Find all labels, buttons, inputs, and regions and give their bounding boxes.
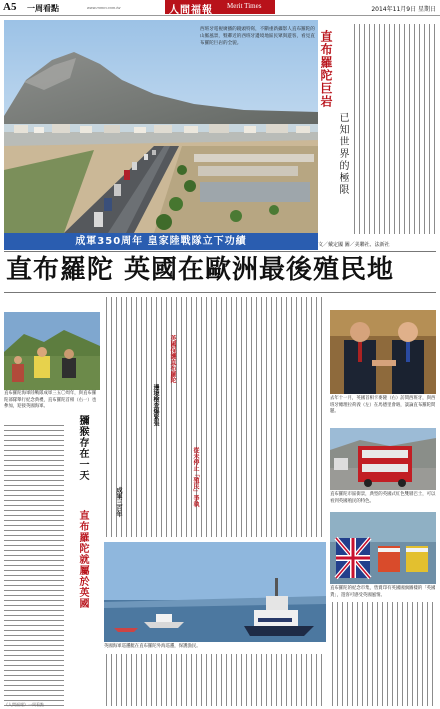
center-subhead-c: 從未停止「殖民」爭執	[192, 447, 199, 507]
right-photo-caption-top: 去年十一月，英國首相卡麥隆（右）訪問西班牙，與西班牙總理拉荷義（左）在馬德里會晤，談論直布羅陀問題。	[330, 396, 436, 415]
article-text-column-top-right	[352, 24, 436, 234]
hero-photo-gibraltar-rock	[4, 20, 318, 233]
article-text-column-left	[4, 422, 64, 709]
photo-souvenir-market	[330, 512, 436, 584]
page-footer: 《人間福報》一周看點	[4, 702, 44, 707]
section-title: 一周看點	[27, 4, 59, 13]
left-photo-caption: 直布羅陀海軍陸戰隊成軍三五〇周年，與直布羅陀部隊舉行紀念典禮，直布羅陀首相（右一）也參加，迎接英國海軍。	[4, 391, 97, 410]
hero-caption: 西班牙電視廣播的鏡頭特寫，不斷重新攝影人直布羅陀的山脈風景，暨鄰近的西班牙邊境地區民眾與遊客，看見直布羅陀巨岩的全貌。	[200, 27, 315, 47]
divider	[4, 251, 436, 252]
photo-leaders-handshake	[330, 310, 436, 394]
photo-bus-illustration	[330, 428, 436, 490]
photo-marines-parade	[4, 312, 100, 390]
masthead	[0, 0, 440, 16]
bottom-photo-caption: 英國海軍巡邏艇在直布羅陀外海巡邏，保護漁民。	[104, 644, 201, 649]
page-number: A5	[3, 1, 17, 13]
masthead-url: www.mmm.com.tw	[87, 5, 121, 10]
article-text-column-bottom-right	[330, 602, 436, 706]
hero-photo-illustration	[4, 20, 318, 233]
article-text-column-bottom	[104, 654, 326, 706]
main-headline: 直布羅陀 英國在歐洲最後殖民地	[6, 255, 395, 285]
right-photo-caption-middle: 直布羅陀市區街景，典型的英國式紅色雙層巴士，可以看到英國殖民的特色。	[330, 492, 436, 504]
left-subhead-red: 直布羅陀就屬於英國	[77, 510, 88, 609]
vertical-headline-red: 直布羅陀巨岩	[319, 30, 333, 108]
photo-police-boat	[104, 542, 326, 642]
photo-marines-illustration	[4, 312, 100, 390]
right-photo-caption-bottom: 直布羅陀的紀念市集，售賣印有英國國旗圖樣的「英國貨」，遊客可感受英國風情。	[330, 586, 436, 598]
center-subhead-a: 英國保護直布羅陀	[169, 335, 176, 383]
byline: 文／戴定國 圖／美聯社、法新社	[318, 242, 390, 248]
issue-date: 2014年11月9日 星期日	[371, 6, 436, 13]
article-text-column-center	[104, 297, 326, 537]
logo-chinese: 人間福報	[169, 5, 213, 16]
center-subhead-b: 邊境檢查爆緊張	[152, 384, 159, 426]
photo-police-boat-illustration	[104, 542, 326, 642]
hero-banner: 成軍350周年 皇家陸戰隊立下功績	[4, 233, 318, 250]
photo-handshake-illustration	[330, 310, 436, 394]
center-subhead-d: 成軍三百年	[115, 487, 122, 517]
photo-market-illustration	[330, 512, 436, 584]
left-subhead-black: 獼猴存在一天	[77, 415, 88, 481]
newspaper-logo	[165, 0, 275, 14]
logo-english: Merit Times	[227, 2, 262, 10]
vertical-headline-black: 已知世界的極限	[337, 112, 348, 196]
divider	[4, 292, 436, 293]
photo-double-decker-bus	[330, 428, 436, 490]
